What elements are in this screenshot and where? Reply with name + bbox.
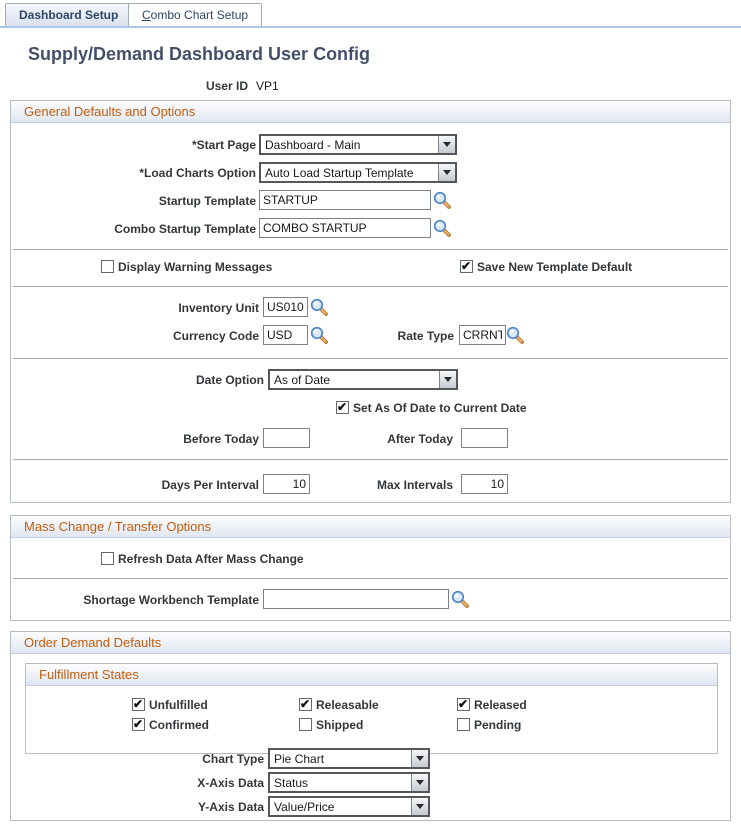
section-general-defaults-header: General Defaults and Options bbox=[11, 101, 730, 123]
section-order-demand bbox=[10, 631, 731, 821]
chevron-down-icon[interactable] bbox=[438, 164, 455, 181]
load-charts-option-select[interactable] bbox=[259, 162, 457, 183]
set-as-of-date-label: Set As Of Date to Current Date bbox=[353, 401, 527, 415]
inventory-unit-input[interactable] bbox=[263, 297, 308, 317]
releasable-checkbox[interactable] bbox=[299, 698, 312, 711]
chart-type-select[interactable] bbox=[268, 748, 430, 769]
inventory-unit-label: Inventory Unit bbox=[178, 301, 259, 315]
load-charts-option-label: *Load Charts Option bbox=[139, 166, 256, 180]
before-today-input[interactable] bbox=[263, 428, 310, 448]
shortage-workbench-template-lookup-icon[interactable] bbox=[451, 590, 469, 608]
divider bbox=[13, 578, 728, 579]
divider bbox=[13, 249, 728, 250]
after-today-input[interactable] bbox=[461, 428, 508, 448]
days-per-interval-input[interactable] bbox=[263, 474, 310, 494]
start-page-select[interactable] bbox=[259, 134, 457, 155]
shortage-workbench-template-input[interactable] bbox=[263, 589, 449, 609]
chevron-down-icon[interactable] bbox=[439, 371, 456, 388]
divider bbox=[13, 358, 728, 359]
tab-combo-label: ombo Chart Setup bbox=[150, 8, 249, 22]
divider bbox=[13, 286, 728, 287]
y-axis-data-label: Y-Axis Data bbox=[197, 800, 264, 814]
save-new-template-default-label: Save New Template Default bbox=[477, 260, 633, 274]
inventory-unit-lookup-icon[interactable] bbox=[310, 298, 328, 316]
rate-type-input[interactable] bbox=[459, 325, 506, 345]
currency-code-label: Currency Code bbox=[172, 329, 259, 343]
tab-combo-accesskey: C bbox=[142, 8, 151, 22]
unfulfilled-label: Unfulfilled bbox=[149, 698, 208, 712]
combo-startup-template-label: Combo Startup Template bbox=[114, 222, 256, 236]
currency-code-input[interactable] bbox=[263, 325, 308, 345]
x-axis-data-selected-value: Status bbox=[274, 775, 309, 790]
start-page-selected-value: Dashboard - Main bbox=[265, 137, 361, 152]
user-id-value: VP1 bbox=[256, 79, 279, 93]
confirmed-label: Confirmed bbox=[149, 718, 209, 732]
refresh-data-after-mass-change-label: Refresh Data After Mass Change bbox=[118, 552, 304, 566]
rate-type-label: Rate Type bbox=[397, 329, 454, 343]
user-id-label: User ID bbox=[205, 79, 248, 93]
start-page-label: *Start Page bbox=[191, 138, 256, 152]
set-as-of-date-checkbox[interactable] bbox=[336, 401, 349, 414]
chevron-down-icon[interactable] bbox=[411, 750, 428, 767]
currency-code-lookup-icon[interactable] bbox=[310, 326, 328, 344]
refresh-data-after-mass-change-checkbox[interactable] bbox=[101, 552, 114, 565]
startup-template-input[interactable] bbox=[259, 190, 431, 210]
released-checkbox[interactable] bbox=[457, 698, 470, 711]
date-option-selected-value: As of Date bbox=[274, 372, 331, 387]
section-mass-change-header: Mass Change / Transfer Options bbox=[11, 516, 730, 538]
shortage-workbench-template-label: Shortage Workbench Template bbox=[83, 593, 259, 607]
display-warning-messages-checkbox[interactable] bbox=[101, 260, 114, 273]
startup-template-label: Startup Template bbox=[158, 194, 256, 208]
chevron-down-icon[interactable] bbox=[411, 798, 428, 815]
divider bbox=[13, 459, 728, 460]
rate-type-lookup-icon[interactable] bbox=[506, 326, 524, 344]
y-axis-data-select[interactable] bbox=[268, 796, 430, 817]
chart-type-label: Chart Type bbox=[202, 752, 264, 766]
tab-dashboard-setup[interactable] bbox=[5, 3, 132, 26]
pending-label: Pending bbox=[474, 718, 522, 732]
section-general-defaults bbox=[10, 100, 731, 503]
chart-type-selected-value: Pie Chart bbox=[274, 751, 325, 766]
after-today-label: After Today bbox=[387, 432, 453, 446]
max-intervals-input[interactable] bbox=[461, 474, 508, 494]
shipped-label: Shipped bbox=[316, 718, 364, 732]
confirmed-checkbox[interactable] bbox=[132, 718, 145, 731]
display-warning-messages-label: Display Warning Messages bbox=[118, 260, 273, 274]
x-axis-data-select[interactable] bbox=[268, 772, 430, 793]
unfulfilled-checkbox[interactable] bbox=[132, 698, 145, 711]
combo-startup-template-input[interactable] bbox=[259, 218, 431, 238]
page-title: Supply/Demand Dashboard User Config bbox=[28, 44, 371, 64]
days-per-interval-label: Days Per Interval bbox=[161, 478, 259, 492]
fulfillment-states-header: Fulfillment States bbox=[26, 664, 717, 686]
chevron-down-icon[interactable] bbox=[411, 774, 428, 791]
before-today-label: Before Today bbox=[183, 432, 259, 446]
y-axis-data-selected-value: Value/Price bbox=[274, 799, 335, 814]
tab-underline bbox=[0, 26, 741, 28]
releasable-label: Releasable bbox=[316, 698, 379, 712]
combo-startup-template-lookup-icon[interactable] bbox=[433, 219, 451, 237]
chevron-down-icon[interactable] bbox=[438, 136, 455, 153]
date-option-select[interactable] bbox=[268, 369, 458, 390]
load-charts-option-selected-value: Auto Load Startup Template bbox=[265, 165, 414, 180]
section-order-demand-header: Order Demand Defaults bbox=[11, 632, 730, 654]
x-axis-data-label: X-Axis Data bbox=[197, 776, 264, 790]
released-label: Released bbox=[474, 698, 527, 712]
section-mass-change bbox=[10, 515, 731, 621]
pending-checkbox[interactable] bbox=[457, 718, 470, 731]
startup-template-lookup-icon[interactable] bbox=[433, 191, 451, 209]
max-intervals-label: Max Intervals bbox=[376, 478, 453, 492]
fulfillment-states-box bbox=[25, 663, 718, 754]
tab-combo-chart-setup[interactable] bbox=[128, 3, 262, 26]
shipped-checkbox[interactable] bbox=[299, 718, 312, 731]
date-option-label: Date Option bbox=[196, 373, 264, 387]
save-new-template-default-checkbox[interactable] bbox=[460, 260, 473, 273]
tab-dashboard-setup-label: Dashboard Setup bbox=[19, 8, 119, 22]
